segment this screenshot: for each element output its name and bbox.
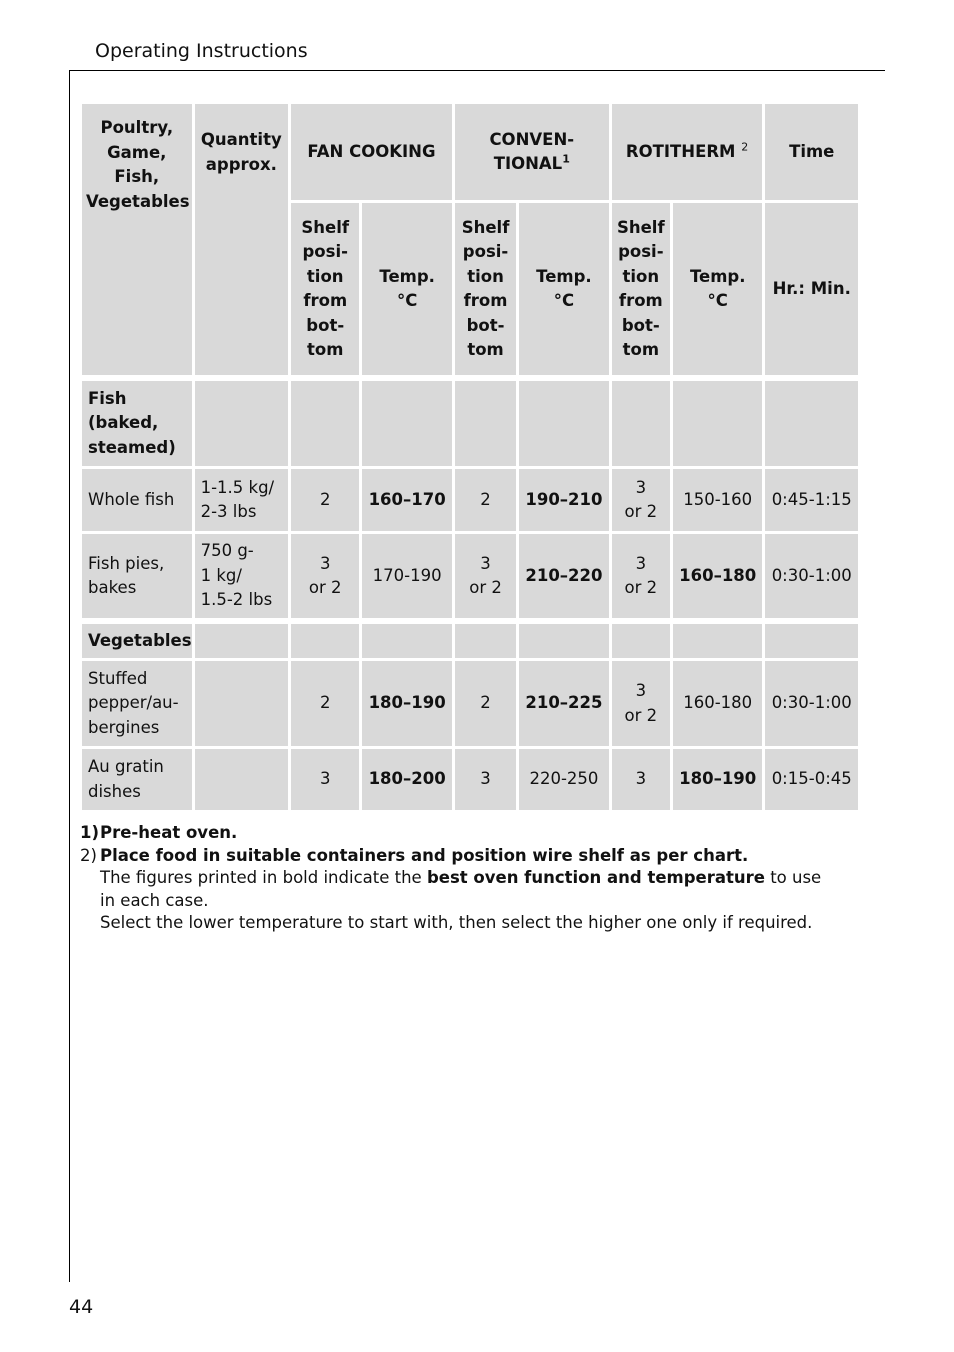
- section-title: Vegetables: [82, 624, 192, 658]
- header-time-unit: Hr.: Min.: [765, 203, 858, 375]
- quantity-cell: 1-1.5 kg/ 2-3 lbs: [195, 469, 288, 531]
- footnote-1: 1) Pre-heat oven.: [80, 823, 238, 842]
- food-cell: Fish pies, bakes: [82, 534, 192, 618]
- fan-temp-cell: 180–190: [362, 661, 451, 746]
- food-cell: Au gratin dishes: [82, 749, 192, 810]
- roti-shelf-cell: 3: [612, 749, 670, 810]
- header-fan-shelf: Shelf posi- tion from bot- tom: [291, 203, 359, 375]
- header-fan-temp: Temp. °C: [362, 203, 451, 375]
- roti-temp-cell: 160-180: [673, 661, 762, 746]
- page-number: 44: [69, 1296, 94, 1318]
- time-cell: 0:45-1:15: [765, 469, 858, 531]
- fan-shelf-cell: 2: [291, 661, 359, 746]
- fan-shelf-cell: 3: [291, 749, 359, 810]
- empty-cell: [519, 624, 608, 658]
- empty-cell: [362, 381, 451, 466]
- cooking-table: [79, 101, 861, 813]
- food-cell: Whole fish: [82, 469, 192, 531]
- food-cell: Stuffed pepper/au- bergines: [82, 661, 192, 746]
- empty-cell: [612, 381, 670, 466]
- header-rule: [69, 70, 885, 71]
- header-food: Poultry, Game, Fish, Vegetables: [82, 104, 192, 375]
- table-row: [82, 661, 858, 746]
- empty-cell: [673, 624, 762, 658]
- footnote-2-advice: Select the lower temperature to start with, then select the higher one only if required.: [100, 913, 813, 932]
- page-header-title: Operating Instructions: [95, 40, 308, 62]
- roti-shelf-cell: 3 or 2: [612, 534, 670, 618]
- table-row: [82, 469, 858, 531]
- roti-shelf-cell: 3 or 2: [612, 661, 670, 746]
- empty-cell: [765, 624, 858, 658]
- time-cell: 0:30-1:00: [765, 661, 858, 746]
- quantity-cell: [195, 661, 288, 746]
- conv-temp-cell: 210–225: [519, 661, 608, 746]
- fan-shelf-cell: 3 or 2: [291, 534, 359, 618]
- fan-shelf-cell: 2: [291, 469, 359, 531]
- roti-temp-cell: 150-160: [673, 469, 762, 531]
- roti-temp-cell: 160–180: [673, 534, 762, 618]
- time-cell: 0:30-1:00: [765, 534, 858, 618]
- conv-shelf-cell: 2: [455, 469, 516, 531]
- empty-cell: [195, 381, 288, 466]
- empty-cell: [765, 381, 858, 466]
- empty-cell: [519, 381, 608, 466]
- header-conv-temp: Temp. °C: [519, 203, 608, 375]
- header-time: Time: [765, 104, 858, 200]
- empty-cell: [195, 624, 288, 658]
- footnote-2-detail: The figures printed in bold indicate the best oven function and temperature to use in each case.: [100, 868, 822, 910]
- section-title: Fish (baked, steamed): [82, 381, 192, 466]
- conv-temp-cell: 210–220: [519, 534, 608, 618]
- empty-cell: [291, 624, 359, 658]
- conv-temp-cell: 220-250: [519, 749, 608, 810]
- footnotes: [80, 822, 840, 935]
- header-rotitherm: ROTITHERM $^2$: [612, 104, 763, 200]
- fan-temp-cell: 180–200: [362, 749, 451, 810]
- empty-cell: [291, 381, 359, 466]
- header-roti-temp: Temp. °C: [673, 203, 762, 375]
- time-cell: 0:15-0:45: [765, 749, 858, 810]
- footnote-2: 2) Place food in suitable containers and position wire shelf as per chart.: [80, 845, 749, 865]
- conv-shelf-cell: 3: [455, 749, 516, 810]
- conv-shelf-cell: 3 or 2: [455, 534, 516, 618]
- roti-shelf-cell: 3 or 2: [612, 469, 670, 531]
- roti-temp-cell: 180–190: [673, 749, 762, 810]
- table-row: [82, 749, 858, 810]
- conv-temp-cell: 190–210: [519, 469, 608, 531]
- conv-shelf-cell: 2: [455, 661, 516, 746]
- fan-temp-cell: 160–170: [362, 469, 451, 531]
- quantity-cell: [195, 749, 288, 810]
- margin-rule: [69, 70, 70, 1282]
- empty-cell: [362, 624, 451, 658]
- header-conv-shelf: Shelf posi- tion from bot- tom: [455, 203, 516, 375]
- header-quantity: Quantity approx.: [195, 104, 288, 375]
- empty-cell: [673, 381, 762, 466]
- header-conventional: CONVEN- TIONAL$^1$: [455, 104, 609, 200]
- fan-temp-cell: 170-190: [362, 534, 451, 618]
- header-fan-cooking: FAN COOKING: [291, 104, 452, 200]
- empty-cell: [612, 624, 670, 658]
- empty-cell: [455, 624, 516, 658]
- header-roti-shelf: Shelf posi- tion from bot- tom: [612, 203, 670, 375]
- empty-cell: [455, 381, 516, 466]
- quantity-cell: 750 g- 1 kg/ 1.5-2 lbs: [195, 534, 288, 618]
- table-row: [82, 534, 858, 618]
